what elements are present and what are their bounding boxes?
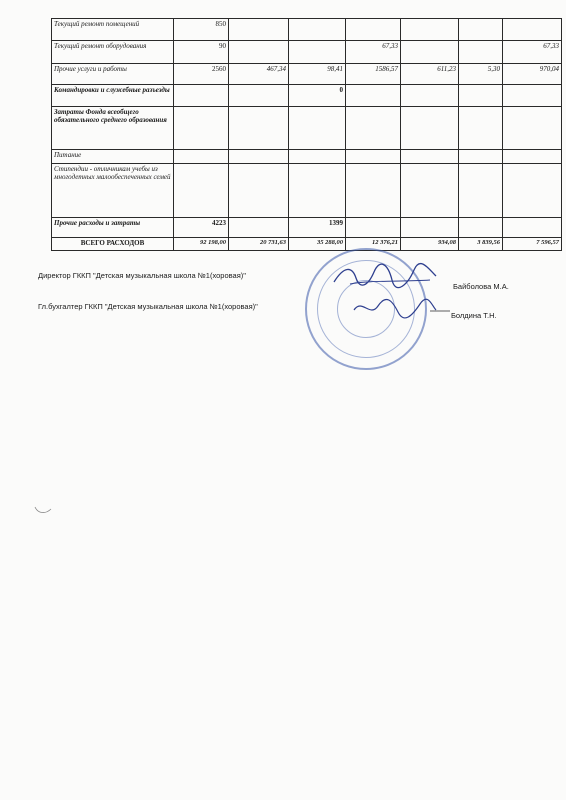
total-cell: 7 596,57 xyxy=(503,238,562,251)
table-cell xyxy=(174,107,229,150)
table-cell xyxy=(459,107,503,150)
table-cell: 98,41 xyxy=(289,64,346,85)
total-cell: 35 288,00 xyxy=(289,238,346,251)
accountant-title: Гл.бухгалтер ГККП "Детская музыкальная школа №1(хоровая)" xyxy=(38,302,258,311)
table-cell: 0 xyxy=(289,85,346,107)
director-signature xyxy=(330,262,440,290)
row-label: Командировки и служебные разъезды xyxy=(52,85,174,107)
table-cell xyxy=(503,150,562,164)
table-cell xyxy=(289,41,346,64)
row-label: Стипендии - отличникам учебы из многодетных малообеспеченных семей xyxy=(52,164,174,218)
table-cell: 5,30 xyxy=(459,64,503,85)
table-cell xyxy=(401,41,459,64)
table-cell xyxy=(346,164,401,218)
table-cell xyxy=(229,85,289,107)
table-cell xyxy=(174,85,229,107)
table-cell xyxy=(401,218,459,238)
row-label: Прочие услуги и работы xyxy=(52,64,174,85)
row-label: Прочие расходы и затраты xyxy=(52,218,174,238)
table-cell xyxy=(229,41,289,64)
total-cell: 92 198,00 xyxy=(174,238,229,251)
total-label: ВСЕГО РАСХОДОВ xyxy=(52,238,174,251)
table-cell xyxy=(503,19,562,41)
table-row xyxy=(52,218,562,238)
total-cell: 3 839,56 xyxy=(459,238,503,251)
total-cell: 934,08 xyxy=(401,238,459,251)
table-cell: 2560 xyxy=(174,64,229,85)
table-row xyxy=(52,150,562,164)
table-cell xyxy=(346,107,401,150)
table-cell xyxy=(346,85,401,107)
table-cell xyxy=(503,164,562,218)
table-cell xyxy=(459,19,503,41)
table-cell xyxy=(503,218,562,238)
total-cell: 20 731,63 xyxy=(229,238,289,251)
table-row xyxy=(52,41,562,64)
row-label: Текущий ремонт помещений xyxy=(52,19,174,41)
table-cell: 67,33 xyxy=(346,41,401,64)
table-cell xyxy=(459,41,503,64)
table-cell xyxy=(229,19,289,41)
expense-table xyxy=(51,18,562,251)
table-cell xyxy=(401,19,459,41)
table-cell xyxy=(503,107,562,150)
table-cell xyxy=(289,164,346,218)
table-cell xyxy=(459,218,503,238)
table-cell: 90 xyxy=(174,41,229,64)
table-cell xyxy=(401,85,459,107)
table-row xyxy=(52,85,562,107)
signature-underline xyxy=(430,305,450,317)
table-row xyxy=(52,19,562,41)
table-cell: 850 xyxy=(174,19,229,41)
table-cell xyxy=(346,218,401,238)
table-cell: 67,33 xyxy=(503,41,562,64)
table-cell xyxy=(346,19,401,41)
table-cell xyxy=(401,107,459,150)
table-cell xyxy=(229,150,289,164)
table-cell xyxy=(503,85,562,107)
table-cell xyxy=(229,218,289,238)
table-row xyxy=(52,164,562,218)
table-cell xyxy=(289,150,346,164)
director-title: Директор ГККП "Детская музыкальная школа №1(хоровая)" xyxy=(38,271,246,280)
table-cell xyxy=(229,164,289,218)
accountant-name: Болдина Т.Н. xyxy=(451,311,497,320)
table-cell xyxy=(459,164,503,218)
row-label: Питание xyxy=(52,150,174,164)
row-label: Текущий ремонт оборудования xyxy=(52,41,174,64)
table-cell: 611,23 xyxy=(401,64,459,85)
table-cell: 467,34 xyxy=(229,64,289,85)
table-cell: 4223 xyxy=(174,218,229,238)
accountant-signature xyxy=(350,296,440,320)
table-cell: 1399 xyxy=(289,218,346,238)
table-cell xyxy=(174,164,229,218)
table-cell xyxy=(459,85,503,107)
table-cell xyxy=(229,107,289,150)
table-cell xyxy=(401,164,459,218)
table-row xyxy=(52,107,562,150)
table-cell xyxy=(289,19,346,41)
table-cell: 1586,57 xyxy=(346,64,401,85)
table-cell xyxy=(174,150,229,164)
table-cell: 970,04 xyxy=(503,64,562,85)
director-name: Байболова М.А. xyxy=(453,282,509,291)
table-cell xyxy=(401,150,459,164)
total-row xyxy=(52,238,562,251)
table-cell xyxy=(459,150,503,164)
total-cell: 12 376,21 xyxy=(346,238,401,251)
table-cell xyxy=(289,107,346,150)
scan-mark xyxy=(34,505,52,515)
table-cell xyxy=(346,150,401,164)
row-label: Затраты Фонда всеобщего обязательного среднего образования xyxy=(52,107,174,150)
table-row xyxy=(52,64,562,85)
